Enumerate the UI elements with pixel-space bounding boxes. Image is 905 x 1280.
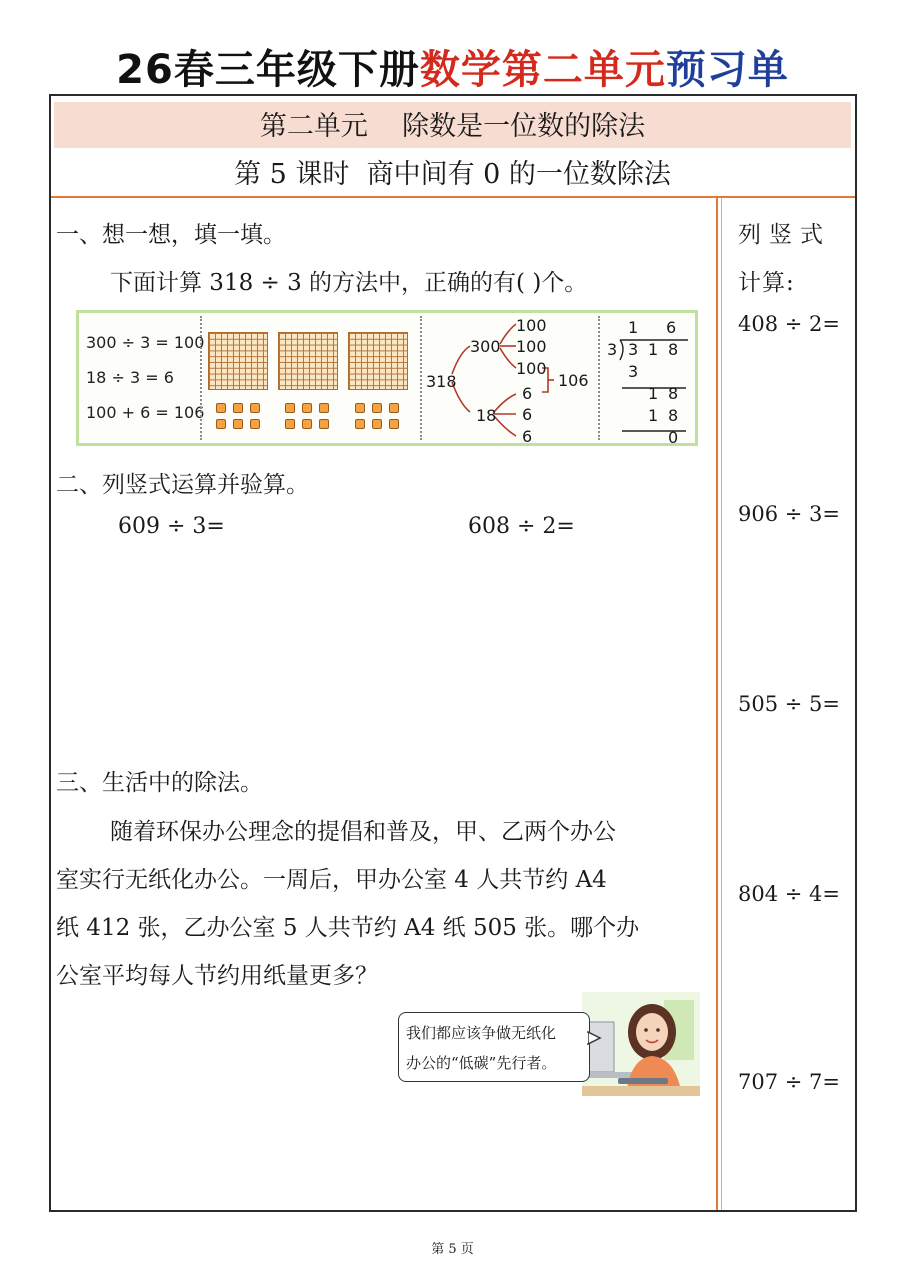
ld-remainder: 0 xyxy=(668,428,679,447)
hundred-block xyxy=(278,332,338,390)
unit-square xyxy=(216,419,226,429)
page-number: 第 5 页 xyxy=(431,1242,474,1257)
ld-step-digit: 3 xyxy=(628,362,639,381)
unit-square xyxy=(233,403,243,413)
section3-heading: 三、生活中的除法。 xyxy=(56,770,263,796)
ld-quotient-digit: 1 xyxy=(628,318,639,337)
section1-heading: 一、想一想，填一填。 xyxy=(56,222,286,248)
lesson-title: 第 5 课时 商中间有 0 的一位数除法 xyxy=(234,159,671,190)
unit-square xyxy=(216,403,226,413)
ld-dividend-digit: 1 xyxy=(648,340,659,359)
unit-square xyxy=(319,419,329,429)
hundred-block xyxy=(208,332,268,390)
ld-step-digit: 8 xyxy=(668,406,679,425)
division-problem: 608 ÷ 2= xyxy=(468,514,575,539)
word-problem-line: 随着环保办公理念的提倡和普及，甲、乙两个办公 xyxy=(110,819,616,845)
word-problem-line: 纸 412 张，乙办公室 5 人共节约 A4 纸 505 张。哪个办 xyxy=(56,915,640,941)
sidebar-problem: 505 ÷ 5= xyxy=(738,692,840,716)
ld-divisor: 3 xyxy=(607,340,618,359)
sidebar-problem: 906 ÷ 3= xyxy=(738,502,840,526)
section2-heading: 二、列竖式运算并验算。 xyxy=(56,472,309,498)
unit-square xyxy=(389,403,399,413)
method-text-line: 100 + 6 = 106 xyxy=(86,403,205,422)
unit-square xyxy=(319,403,329,413)
division-problem: 609 ÷ 3= xyxy=(118,514,225,539)
method-text-line: 300 ÷ 3 = 100 xyxy=(86,333,205,352)
sidebar-problem: 707 ÷ 7= xyxy=(738,1070,840,1094)
tree-leaf: 100 xyxy=(516,359,547,378)
ld-quotient-digit: 6 xyxy=(666,318,677,337)
unit-title: 第二单元 除数是一位数的除法 xyxy=(259,111,646,142)
speech-bubble-tail xyxy=(586,1030,602,1046)
method-text-line: 18 ÷ 3 = 6 xyxy=(86,368,174,387)
unit-square xyxy=(355,419,365,429)
unit-square xyxy=(389,419,399,429)
tree-leaf: 100 xyxy=(516,316,547,335)
tree-leaf: 6 xyxy=(522,384,533,403)
unit-square xyxy=(285,419,295,429)
tree-root: 318 xyxy=(426,372,457,391)
sidebar-problem: 804 ÷ 4= xyxy=(738,882,840,906)
unit-square xyxy=(302,403,312,413)
unit-square xyxy=(233,419,243,429)
tree-branch: 300 xyxy=(470,337,501,356)
sidebar-label: 计算: xyxy=(738,270,795,296)
word-problem-line: 公室平均每人节约用纸量更多？ xyxy=(56,963,378,989)
page-title-subject: 数学第二单元 xyxy=(419,47,666,93)
section1-question: 下面计算 318 ÷ 3 的方法中，正确的有( )个。 xyxy=(110,270,588,296)
unit-square xyxy=(372,403,382,413)
tree-leaf: 6 xyxy=(522,405,533,424)
sidebar-divider-inner xyxy=(721,198,722,1210)
ld-dividend-digit: 3 xyxy=(628,340,639,359)
unit-square xyxy=(355,403,365,413)
word-problem-line: 室实行无纸化办公。一周后，甲办公室 4 人共节约 A4 xyxy=(56,867,607,893)
speech-text: 办公的“低碳”先行者。 xyxy=(406,1054,557,1072)
header-divider xyxy=(51,196,855,198)
page-title xyxy=(0,38,905,95)
sidebar-label: 列竖式 xyxy=(738,222,831,248)
unit-square xyxy=(250,403,260,413)
speech-text: 我们都应该争做无纸化 xyxy=(406,1024,557,1042)
page-title-type: 预习单 xyxy=(665,47,789,93)
ld-step-digit: 8 xyxy=(668,384,679,403)
ld-step-digit: 1 xyxy=(648,406,659,425)
tree-result: 106 xyxy=(558,371,589,390)
method-separator xyxy=(200,316,202,440)
sidebar-divider xyxy=(716,198,718,1210)
sidebar-problem: 408 ÷ 2= xyxy=(738,312,840,336)
ld-dividend-digit: 8 xyxy=(668,340,679,359)
unit-square xyxy=(285,403,295,413)
unit-square xyxy=(302,419,312,429)
tree-leaf: 6 xyxy=(522,427,533,446)
tree-branch: 18 xyxy=(476,406,497,425)
unit-square xyxy=(372,419,382,429)
tree-leaf: 100 xyxy=(516,337,547,356)
page-title-grade: 26春三年级下册 xyxy=(116,47,420,93)
ld-step-digit: 1 xyxy=(648,384,659,403)
unit-square xyxy=(250,419,260,429)
hundred-block xyxy=(348,332,408,390)
